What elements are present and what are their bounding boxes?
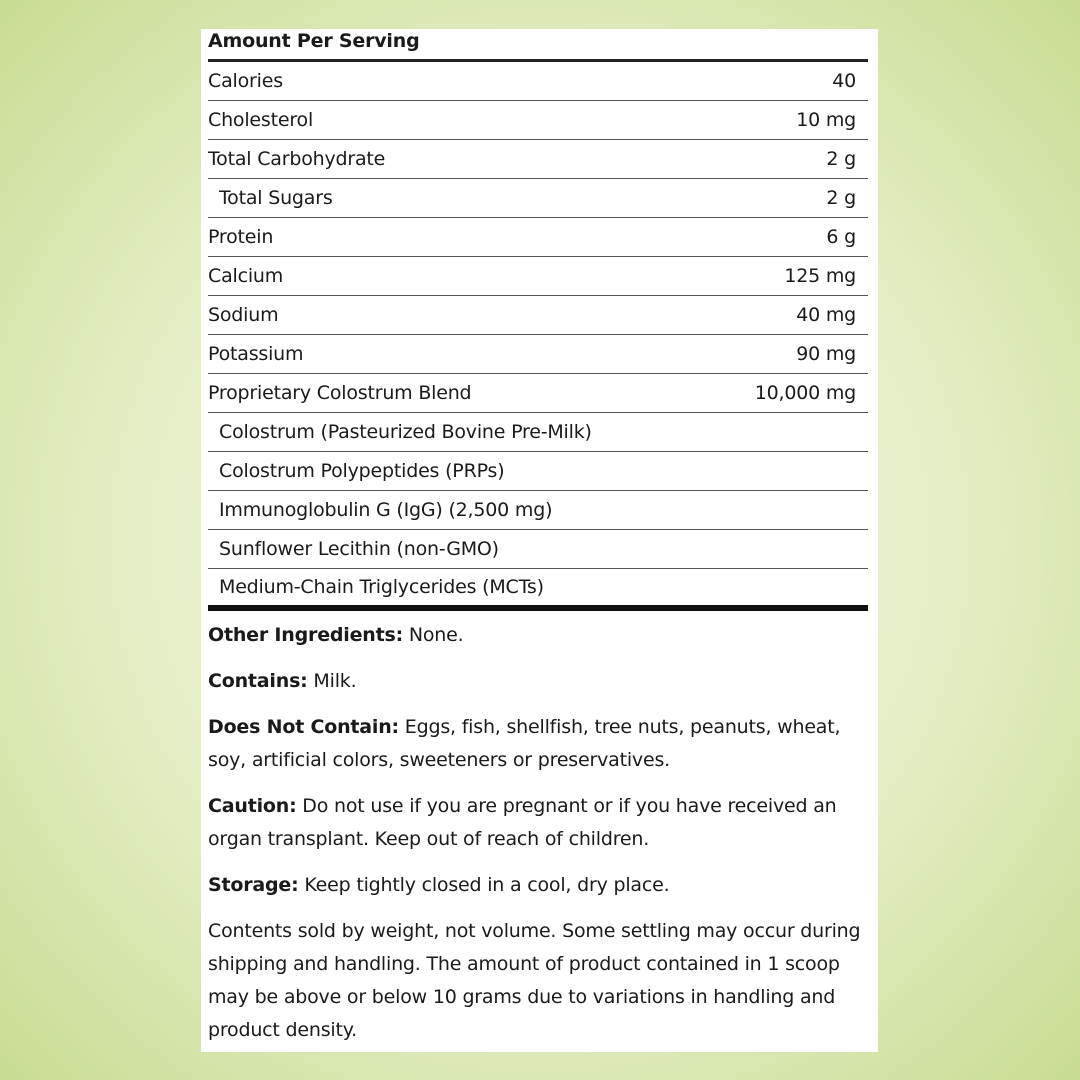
- blend-ingredient-row: [208, 569, 868, 605]
- blend-ingredient-row: [208, 413, 868, 452]
- storage-note: [208, 869, 868, 902]
- ingredient-label: Sunflower Lecithin (non-GMO): [219, 538, 499, 560]
- ingredient-label: Immunoglobulin G (IgG) (2,500 mg): [219, 499, 553, 521]
- nutrient-row-protein: [208, 218, 868, 257]
- ingredient-label: Medium-Chain Triglycerides (MCTs): [219, 576, 544, 598]
- blend-ingredient-row: [208, 530, 868, 569]
- note-key: Other Ingredients:: [208, 624, 404, 646]
- nutrient-value: 10 mg: [796, 109, 856, 131]
- nutrient-label: Total Sugars: [219, 187, 333, 209]
- blend-ingredient-row: [208, 491, 868, 530]
- ingredient-label: Colostrum Polypeptides (PRPs): [219, 460, 505, 482]
- label-notes: [208, 619, 868, 1047]
- nutrient-row-calcium: [208, 257, 868, 296]
- note-text: None.: [403, 624, 464, 646]
- nutrient-value: 2 g: [826, 148, 856, 170]
- nutrient-value: 90 mg: [796, 343, 856, 365]
- note-key: Storage:: [208, 874, 299, 896]
- nutrient-label: Potassium: [208, 343, 304, 365]
- note-text: Eggs, fish, shellfish, tree nuts, peanuts, wheat, soy, artificial colors, sweeteners or preservatives.: [208, 716, 841, 771]
- nutrient-row-total-sugars: [208, 179, 868, 218]
- nutrient-value: 2 g: [826, 187, 856, 209]
- does-not-contain-note: [208, 711, 868, 777]
- nutrient-label: Total Carbohydrate: [208, 148, 386, 170]
- nutrient-row-proprietary-blend: [208, 374, 868, 413]
- blend-ingredient-row: [208, 452, 868, 491]
- section-divider: [208, 605, 868, 611]
- nutrient-label: Protein: [208, 226, 274, 248]
- nutrient-row-cholesterol: [208, 101, 868, 140]
- nutrient-label: Proprietary Colostrum Blend: [208, 382, 472, 404]
- nutrient-label: Cholesterol: [208, 109, 314, 131]
- ingredient-label: Colostrum (Pasteurized Bovine Pre-Milk): [219, 421, 592, 443]
- contents-note: Contents sold by weight, not volume. Some settling may occur during shipping and handling. The amount of product contained in 1 scoop may be above or below 10 grams due to variations in handling and product density.: [208, 920, 861, 1041]
- caution-note: [208, 790, 868, 856]
- nutrient-value: 40: [832, 70, 856, 92]
- other-ingredients-note: [208, 619, 868, 652]
- nutrient-label: Calcium: [208, 265, 284, 287]
- note-key: Contains:: [208, 670, 308, 692]
- note-text: Keep tightly closed in a cool, dry place.: [298, 874, 670, 896]
- note-text: Do not use if you are pregnant or if you have received an organ transplant. Keep out of reach of children.: [208, 795, 837, 850]
- nutrient-value: 10,000 mg: [754, 382, 856, 404]
- note-key: Does Not Contain:: [208, 716, 399, 738]
- nutrient-row-potassium: [208, 335, 868, 374]
- note-key: Caution:: [208, 795, 297, 817]
- note-text: Milk.: [307, 670, 357, 692]
- facts-content: [208, 29, 868, 1060]
- supplement-facts-panel: [201, 29, 878, 1052]
- nutrient-row-calories: [208, 62, 868, 101]
- nutrient-value: 125 mg: [784, 265, 856, 287]
- amount-per-serving-header: Amount Per Serving: [208, 29, 868, 62]
- nutrient-value: 6 g: [826, 226, 856, 248]
- nutrient-row-total-carbohydrate: [208, 140, 868, 179]
- nutrient-row-sodium: [208, 296, 868, 335]
- contains-note: [208, 665, 868, 698]
- nutrient-label: Sodium: [208, 304, 279, 326]
- nutrient-value: 40 mg: [796, 304, 856, 326]
- nutrient-label: Calories: [208, 70, 283, 92]
